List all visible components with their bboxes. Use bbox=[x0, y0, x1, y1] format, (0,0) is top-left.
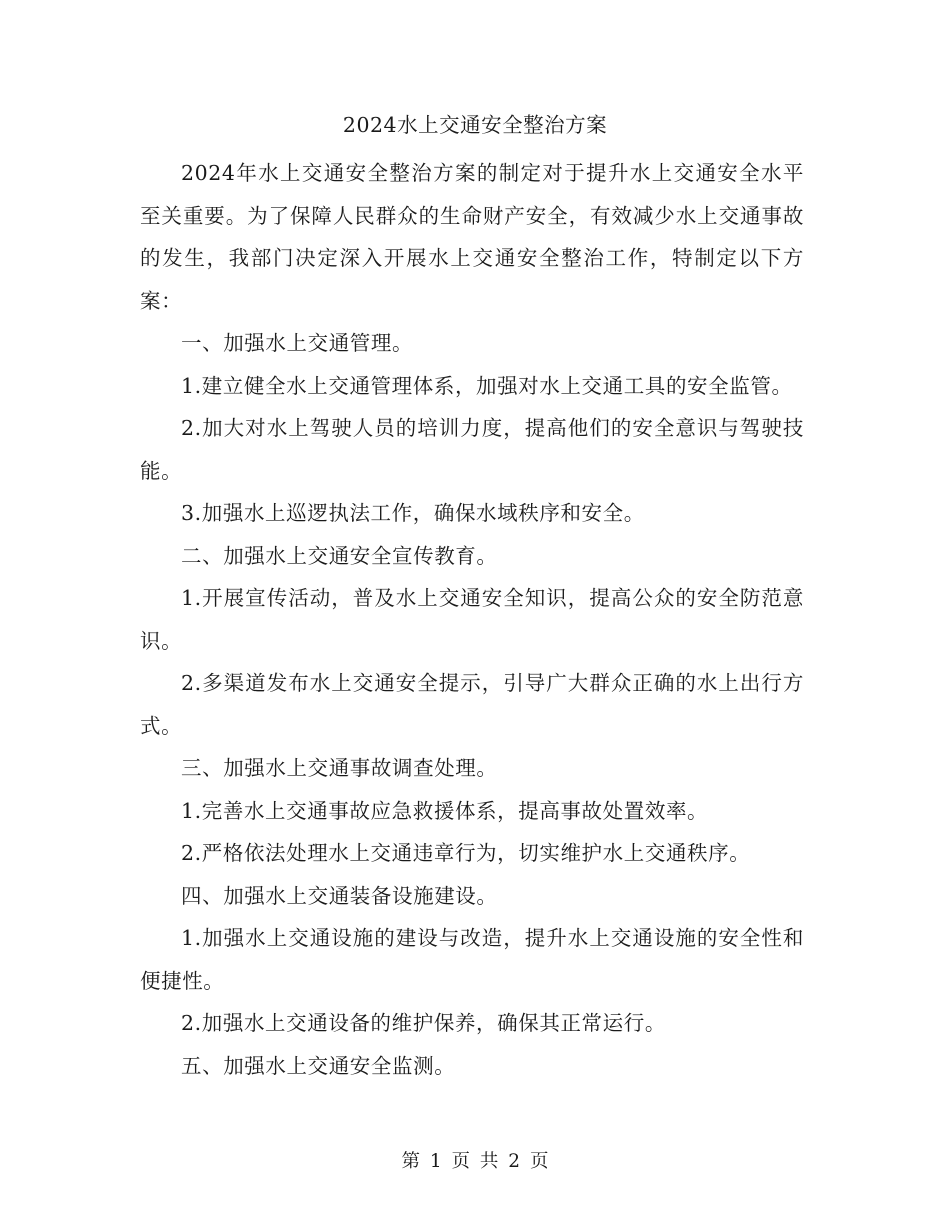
section-heading-1: 一、加强水上交通管理。 bbox=[181, 331, 414, 355]
section-2-item-1: 1.开展宣传活动，普及水上交通安全知识，提高公众的安全防范意识。 bbox=[140, 586, 804, 653]
page-footer: 第 1 页 共 2 页 bbox=[401, 1151, 549, 1172]
section-heading-2: 二、加强水上交通安全宣传教育。 bbox=[181, 543, 498, 568]
section-1-item-3: 3.加强水上巡逻执法工作，确保水域秩序和安全。 bbox=[181, 501, 645, 525]
section-4-item-2: 2.加强水上交通设备的维护保养，确保其正常运行。 bbox=[181, 1011, 666, 1035]
section-heading-3: 三、加强水上交通事故调查处理。 bbox=[181, 756, 498, 780]
section-2-item-2: 2.多渠道发布水上交通安全提示，引导广大群众正确的水上出行方式。 bbox=[140, 671, 804, 738]
intro-paragraph: 2024年水上交通安全整治方案的制定对于提升水上交通安全水平至关重要。为了保障人民群众的生命财产安全，有效减少水上交通事故的发生，我部门决定深入开展水上交通安全整治工作，特制定以下方案： bbox=[140, 161, 804, 313]
section-3-item-2: 2.严格依法处理水上交通违章行为，切实维护水上交通秩序。 bbox=[181, 841, 751, 865]
section-1-item-2: 2.加大对水上驾驶人员的培训力度，提高他们的安全意识与驾驶技能。 bbox=[140, 416, 804, 483]
document-body bbox=[140, 152, 804, 1087]
document-title: 2024水上交通安全整治方案 bbox=[342, 113, 608, 137]
section-heading-5: 五、加强水上交通安全监测。 bbox=[181, 1053, 456, 1078]
section-1-item-1: 1.建立健全水上交通管理体系，加强对水上交通工具的安全监管。 bbox=[181, 373, 793, 398]
section-heading-4: 四、加强水上交通装备设施建设。 bbox=[181, 883, 498, 908]
section-3-item-1: 1.完善水上交通事故应急救援体系，提高事故处置效率。 bbox=[181, 798, 709, 823]
section-4-item-1: 1.加强水上交通设施的建设与改造，提升水上交通设施的安全性和便捷性。 bbox=[140, 926, 804, 993]
